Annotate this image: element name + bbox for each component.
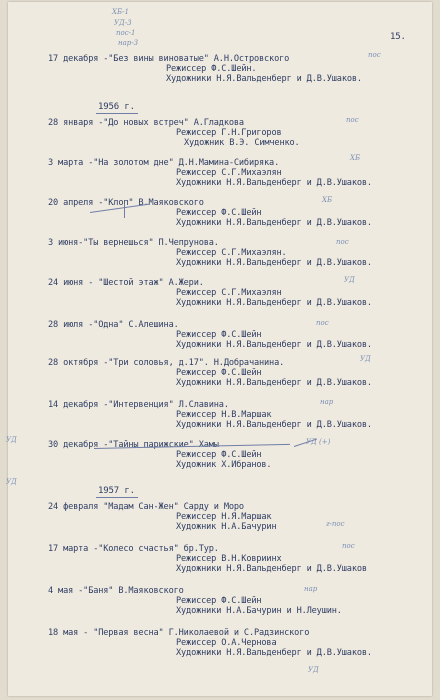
entry-mark: УД (+) [306, 438, 331, 446]
entry-title: 24 июня - "Шестой этаж" А.Жери. [48, 278, 204, 288]
annotation-top-1: ХБ-1 [112, 8, 129, 16]
entry-mark: пос [368, 51, 381, 59]
entry-mark: пос [336, 238, 349, 246]
entry-director: Режиссер Ф.С.Шейн [176, 208, 262, 218]
entry-title: 3 марта -"На золотом дне" Д.Н.Мамина-Сибиряка. [48, 158, 280, 168]
entry-mark: пос [346, 116, 359, 124]
entry-mark: нар [304, 585, 318, 593]
entry-mark: ХБ [322, 196, 333, 204]
entry-title: 24 февраля "Мадам Сан-Жен" Сарду и Моро [48, 502, 244, 512]
entry-artists: Художники Н.Я.Вальденберг и Д.В.Ушаков. [176, 178, 372, 188]
entry-artists: Художник Н.А.Бачурин [176, 522, 277, 532]
entry-artists: Художники Н.А.Бачурин и Н.Леушин. [176, 606, 342, 616]
year-header: 1957 г. [98, 486, 135, 496]
entry-artists: Художники Н.Я.Вальденберг и Д.В.Ушаков. [176, 298, 372, 308]
entry-director: Режиссер Ф.С.Шейн [176, 596, 262, 606]
year-underline [96, 497, 138, 498]
entry-director: Режиссер Ф.С.Шейн [176, 450, 262, 460]
entry-director: Режиссер Ф.С.Шейн [176, 368, 262, 378]
entry-artists: Художники Н.Я.Вальденберг и Д.В.Ушаков. [176, 378, 372, 388]
entry-artists: Художники Н.Я.Вальденберг и Д.В.Ушаков. [166, 74, 362, 84]
entry-artists: Художник В.Э. Симченко. [184, 138, 300, 148]
entry-title: 3 июня-"Ты вернешься" П.Чепрунова. [48, 238, 219, 248]
entry-director: Режиссер С.Г.Михаэлян [176, 288, 282, 298]
entry-director: Режиссер С.Г.Михаэлян. [176, 248, 287, 258]
entry-director: Режиссер Г.Н.Григоров [176, 128, 282, 138]
entry-title: 18 мая - "Первая весна" Г.Николаевой и С.Радзинского [48, 628, 310, 638]
entry-director: Режиссер О.А.Чернова [176, 638, 277, 648]
entry-director: Режиссер Н.В.Маршак [176, 410, 272, 420]
entry-title: 28 января -"До новых встреч" А.Гладкова [48, 118, 244, 128]
entry-artists: Художники Н.Я.Вальденберг и Д.В.Ушаков [176, 564, 367, 574]
entry-title: 28 июля -"Одна" С.Алешина. [48, 320, 179, 330]
entry-mark: нар [320, 398, 334, 406]
pencil-tick [124, 204, 125, 218]
annotation-top-2: УД-3 [114, 19, 132, 27]
entry-title: 14 декабря -"Интервенция" Л.Славина. [48, 400, 229, 410]
page-number: 15. [390, 32, 406, 42]
entry-director: Режиссер Н.Я.Маршак [176, 512, 272, 522]
entry-mark: УД [344, 276, 355, 284]
entry-mark: ХБ [350, 154, 361, 162]
entry-mark: пос [342, 542, 355, 550]
entry-title: 28 октября -"Три соловья, д.17". Н.Добрачанина. [48, 358, 285, 368]
entry-director: Режиссер С.Г.Михаэлян [176, 168, 282, 178]
year-underline [96, 113, 138, 114]
document-page [8, 2, 432, 696]
entry-title: 30 декабря -"Тайны парижские" Хамы [48, 440, 219, 450]
entry-director: Режиссер Ф.С.Шейн [176, 330, 262, 340]
entry-artists: Художник Х.Ибранов. [176, 460, 272, 470]
entry-title: 17 декабря -"Без вины виноватые" А.Н.Островского [48, 54, 290, 64]
entry-title: 20 апреля -"Клоп" В.Маяковского [48, 198, 204, 208]
entry-artists: Художники Н.Я.Вальденберг и Д.В.Ушаков. [176, 258, 372, 268]
margin-mark: УД [6, 436, 17, 444]
entry-artists: Художники Н.Я.Вальденберг и Д.В.Ушаков. [176, 218, 372, 228]
annotation-top-4: нар-3 [118, 39, 139, 47]
margin-mark: УД [6, 478, 17, 486]
entry-director: Режиссер Ф.С.Шейн. [166, 64, 257, 74]
entry-mark: пос [316, 319, 329, 327]
entry-title: 4 мая -"Баня" В.Маяковского [48, 586, 184, 596]
annotation-top-3: пос-1 [116, 29, 136, 37]
margin-mark: г-пос [326, 520, 345, 528]
entry-mark: УД [308, 666, 319, 674]
entry-artists: Художники Н.Я.Вальденберг и Д.В.Ушаков. [176, 420, 372, 430]
entry-mark: УД [360, 355, 371, 363]
year-header: 1956 г. [98, 102, 135, 112]
entry-artists: Художники Н.Я.Вальденберг и Д.В.Ушаков. [176, 648, 372, 658]
entry-director: Режиссер В.Н.Ковриинх [176, 554, 282, 564]
entry-artists: Художники Н.Я.Вальденберг и Д.В.Ушаков. [176, 340, 372, 350]
entry-title: 17 марта -"Колесо счастья" бр.Тур. [48, 544, 219, 554]
